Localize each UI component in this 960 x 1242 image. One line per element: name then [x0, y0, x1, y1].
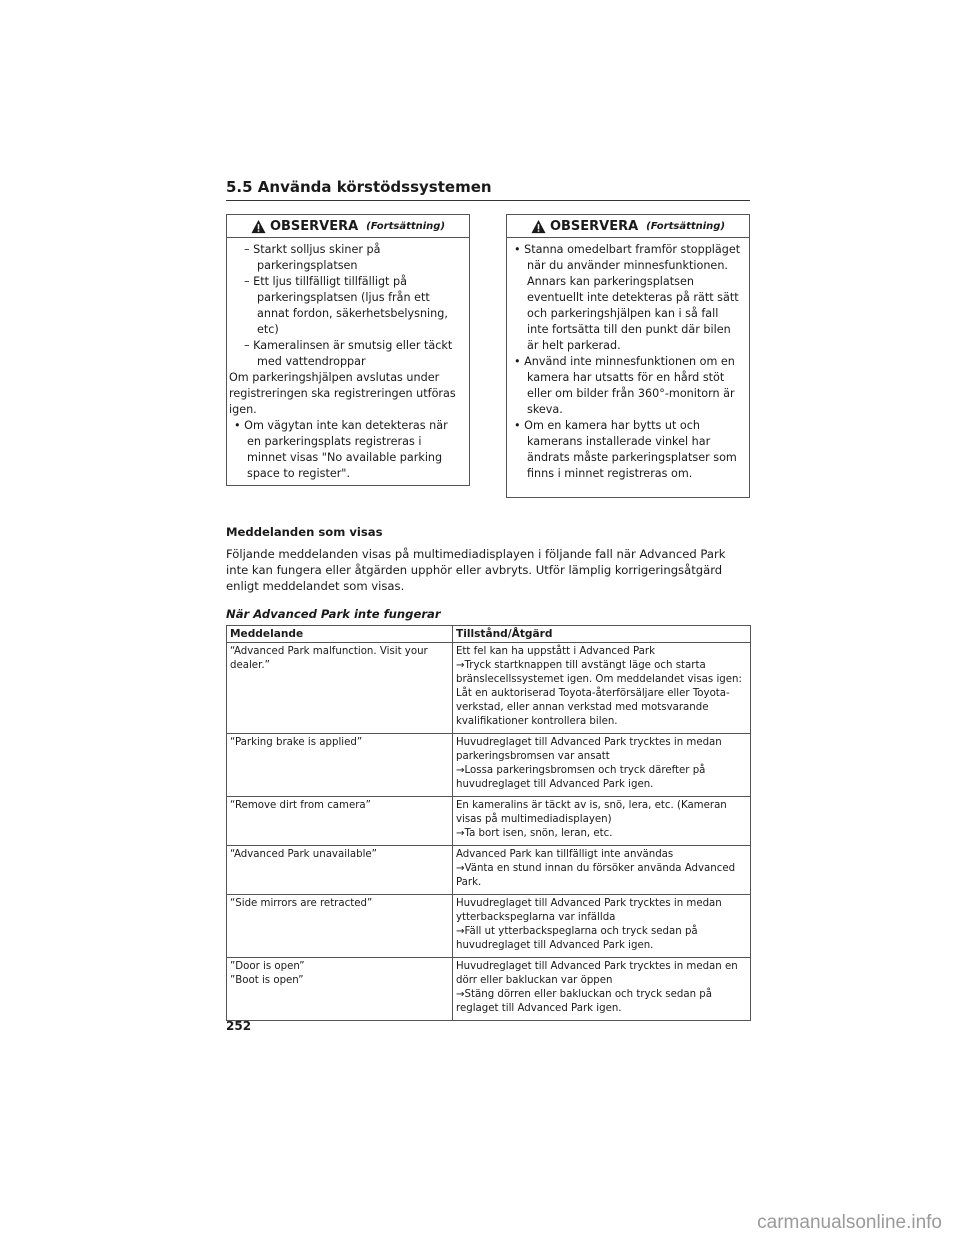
table-row — [227, 958, 751, 1021]
table-row — [227, 734, 751, 797]
action-line: →Vänta en stund innan du försöker använda Advanced Park. — [456, 863, 736, 888]
table-row — [227, 643, 751, 734]
watermark: carmanualsonline.info — [757, 1212, 942, 1233]
column-header: Meddelande — [227, 626, 453, 643]
action-cell — [453, 643, 751, 734]
table-row — [227, 846, 751, 895]
notice-body — [507, 238, 749, 482]
table-heading: När Advanced Park inte fungerar — [226, 607, 441, 621]
messages-heading: Meddelanden som visas — [226, 525, 383, 539]
action-line: En kameralins är täckt av is, snö, lera, etc. (Kameran visas på multimediadisplayen) — [456, 800, 727, 825]
notice-item: • Stanna omedelbart framför stoppläget när du använder minnesfunktionen. Annars kan parkeringsplatsen eventuellt inte detekteras på rätt sätt och parkeringshjälpen kan i så fall inte fortsätta till den punkt där bilen är helt parkerad. — [514, 243, 741, 352]
action-cell — [453, 797, 751, 846]
warning-icon — [251, 219, 266, 234]
message-cell: “Parking brake is applied” — [227, 734, 453, 797]
action-cell — [453, 958, 751, 1021]
action-line: →Tryck startknappen till avstängt läge och starta bränslecellssystemet igen. Om meddelandet visas igen: Låt en auktoriserad Toyota-återförsäljare eller Toyota-verkstad, eller annan verkstad med motsvarande kvalifikationer kontrollera bilen. — [456, 660, 742, 727]
notice-item: – Kameralinsen är smutsig eller täckt med vattendroppar — [244, 339, 453, 368]
notice-item: • Om vägytan inte kan detekteras när en parkeringsplats registreras i minnet visas "No available parking space to register". — [234, 419, 448, 480]
action-line: Advanced Park kan tillfälligt inte användas — [456, 849, 674, 860]
message-cell: ”Door is open” ”Boot is open” — [227, 958, 453, 1021]
action-line: →Stäng dörren eller bakluckan och tryck sedan på reglaget till Advanced Park igen. — [456, 989, 712, 1014]
notice-item: • Använd inte minnesfunktionen om en kamera har utsatts för en hård stöt eller om bilder från 360°-monitorn är skeva. — [514, 355, 735, 416]
notice-body — [227, 238, 469, 482]
notice-item: – Starkt solljus skiner på parkeringsplatsen — [244, 243, 381, 272]
notice-box-right — [506, 214, 750, 498]
action-line: →Ta bort isen, snön, leran, etc. — [456, 828, 613, 839]
action-line: Huvudreglaget till Advanced Park trycktes in medan parkeringsbromsen var ansatt — [456, 737, 722, 762]
table-row — [227, 895, 751, 958]
notice-title: OBSERVERA — [269, 218, 359, 234]
action-cell — [453, 734, 751, 797]
table-row — [227, 797, 751, 846]
notice-header — [227, 215, 469, 238]
notice-item: – Ett ljus tillfälligt tillfälligt på parkeringsplatsen (ljus från ett annat fordon, säkerhetsbelysning, etc) — [244, 275, 448, 336]
messages-intro: Följande meddelanden visas på multimediadisplayen i följande fall när Advanced Park inte kan fungera eller åtgärden upphör eller avbryts. Utför lämplig korrigeringsåtgärd enligt meddelandet som visas. — [226, 547, 726, 593]
notice-continuation: (Fortsättning) — [366, 220, 446, 232]
action-line: Huvudreglaget till Advanced Park trycktes in medan ytterbackspeglarna var infällda — [456, 898, 722, 923]
action-line: Ett fel kan ha uppstått i Advanced Park — [456, 646, 655, 657]
warning-icon — [531, 219, 546, 234]
notice-header — [507, 215, 749, 238]
message-cell: “Remove dirt from camera” — [227, 797, 453, 846]
notice-item: Om parkeringshjälpen avslutas under registreringen ska registreringen utföras igen. — [229, 371, 456, 416]
notice-item: • Om en kamera har bytts ut och kamerans installerade vinkel har ändrats måste parkeringsplatser som finns i minnet registreras om. — [514, 419, 737, 480]
action-cell — [453, 846, 751, 895]
column-header: Tillstånd/Åtgärd — [453, 626, 751, 643]
action-line: →Lossa parkeringsbromsen och tryck därefter på huvudreglaget till Advanced Park igen. — [456, 765, 706, 790]
message-cell: “Advanced Park malfunction. Visit your dealer.” — [227, 643, 453, 734]
page-number: 252 — [226, 1019, 252, 1033]
message-cell: “Side mirrors are retracted” — [227, 895, 453, 958]
action-line: →Fäll ut ytterbackspeglarna och tryck sedan på huvudreglaget till Advanced Park igen. — [456, 926, 698, 951]
action-line: Huvudreglaget till Advanced Park trycktes in medan en dörr eller bakluckan var öppen — [456, 961, 738, 986]
messages-table — [226, 625, 751, 1021]
notice-continuation: (Fortsättning) — [646, 220, 726, 232]
table-header-row — [227, 626, 751, 643]
section-title: 5.5 Använda körstödssystemen — [226, 178, 750, 201]
notice-box-left — [226, 214, 470, 486]
notice-title: OBSERVERA — [549, 218, 639, 234]
action-cell — [453, 895, 751, 958]
message-cell: “Advanced Park unavailable” — [227, 846, 453, 895]
